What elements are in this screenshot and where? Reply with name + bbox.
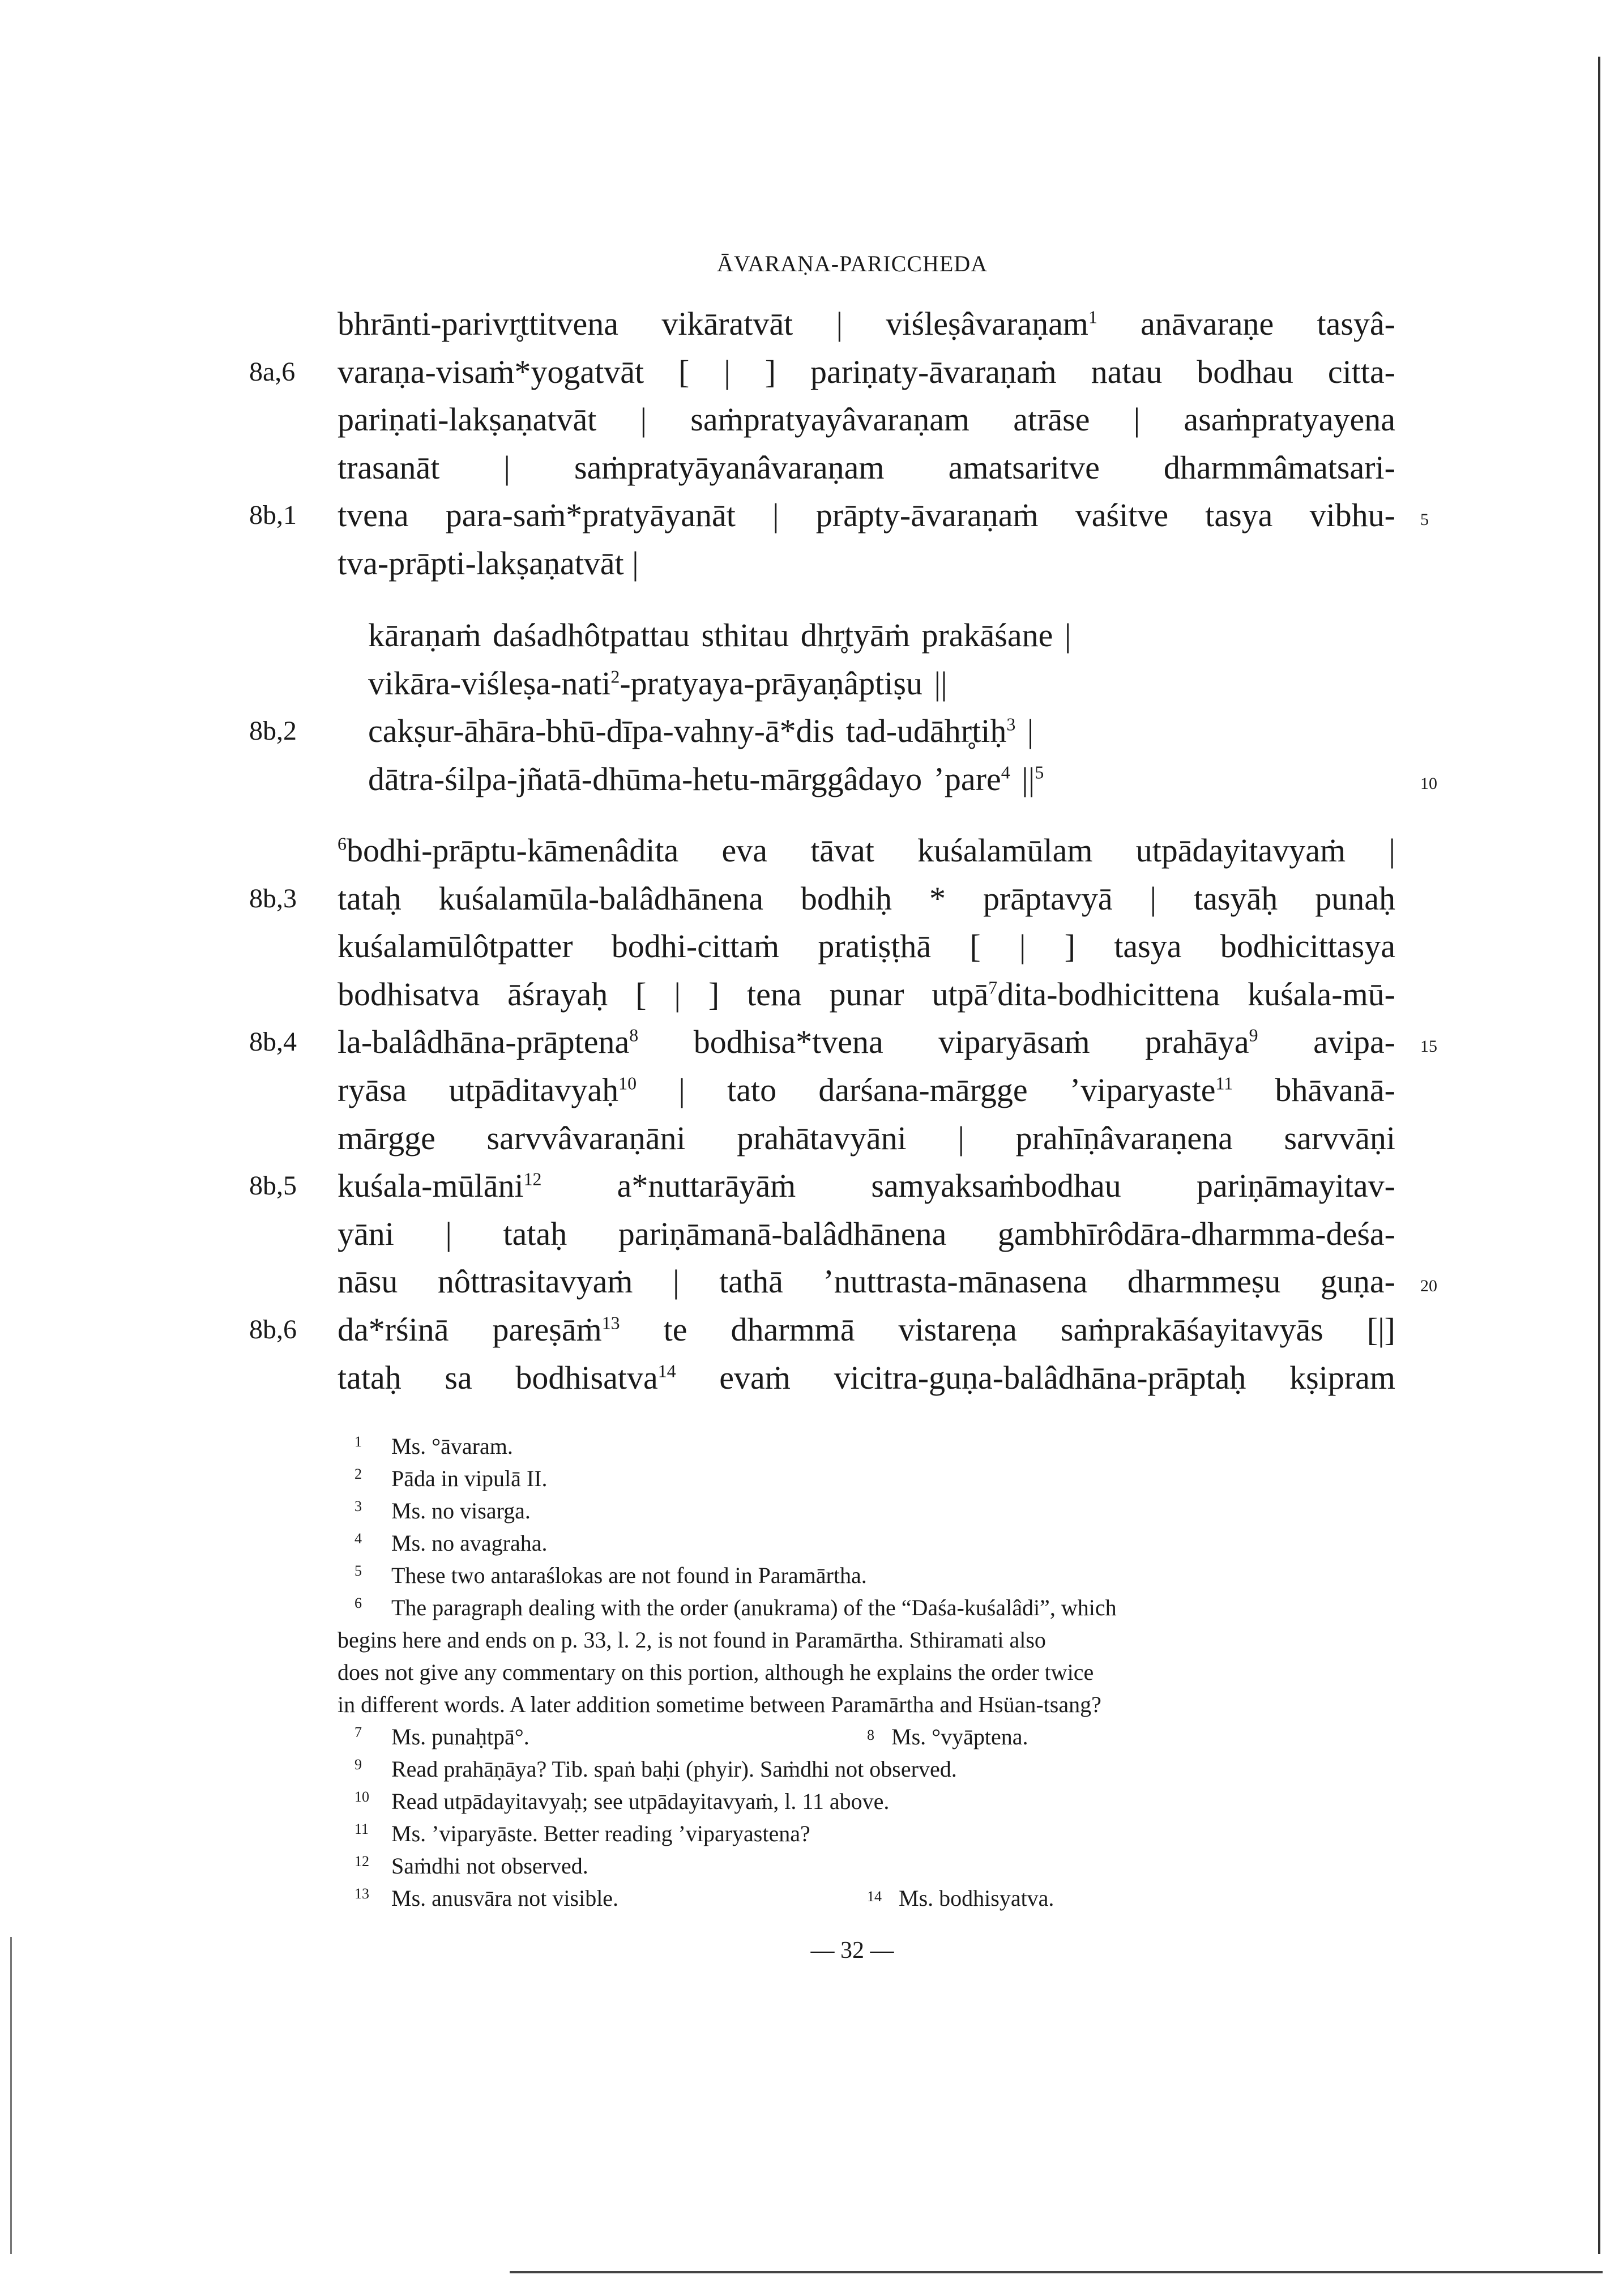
line-text: -pratyaya-prāyaṇâptiṣu ||: [620, 664, 947, 702]
line-text: ryāsa utpāditavyaḥ: [338, 1071, 619, 1108]
footnotes: [338, 1430, 1395, 1914]
footnote-ref: 7: [988, 978, 998, 998]
line-text: nāsu nôttrasitavyaṁ | tathā ’nuttrasta-mānasena dharmmeṣu guṇa-: [338, 1263, 1395, 1300]
footnote: [338, 1753, 1395, 1785]
text-line: [338, 1210, 1395, 1258]
footnote: [338, 1850, 1395, 1882]
footnote: [338, 1591, 1395, 1624]
line-number: 10: [1420, 774, 1437, 793]
footnote-ref: 11: [1215, 1073, 1233, 1094]
footnote-number: 9: [355, 1756, 362, 1773]
line-text: pariṇati-lakṣaṇatvāt | saṁpratyayâvaraṇam atrāse | asaṁpratyayena: [338, 401, 1395, 438]
text-line: [338, 1354, 1395, 1402]
footnote: [338, 1882, 1395, 1914]
text-line: [338, 540, 1395, 588]
footnote-number: 11: [355, 1821, 369, 1837]
footnote-text: Ms. ’viparyāste. Better reading ’viparyastena?: [391, 1821, 810, 1846]
folio-ref: 8b,4: [249, 1027, 297, 1057]
footnote: [338, 1462, 1395, 1495]
verse-block: [368, 612, 1395, 803]
footnote-text: The paragraph dealing with the order (anukrama) of the “Daśa-kuśalâdi”, which: [391, 1595, 1117, 1620]
footnote: [338, 1495, 1395, 1527]
line-text: bodhi-prāptu-kāmenâdita eva tāvat kuśalamūlam utpādayitavyaṁ |: [346, 832, 1395, 869]
line-text: a*nuttarāyāṁ samyaksaṁbodhau pariṇāmayitav-: [541, 1167, 1395, 1205]
prose-block-2: [338, 827, 1395, 1402]
line-text: |: [1015, 712, 1034, 750]
folio-ref: 8b,5: [249, 1171, 297, 1201]
footnote-ref: 5: [1035, 762, 1044, 783]
footnote-ref: 2: [610, 667, 620, 687]
footnote-text: Saṁdhi not observed.: [391, 1853, 588, 1879]
line-text: kuśala-mūlāni: [338, 1167, 524, 1205]
line-text: la-balâdhāna-prāptena: [338, 1023, 630, 1061]
footnote-ref: 8: [629, 1026, 639, 1046]
footnote: [338, 1430, 1395, 1462]
footnote-continuation: in different words. A later addition sometime between Paramārtha and Hsüan-tsang?: [338, 1692, 1101, 1717]
line-number: 5: [1420, 510, 1429, 530]
footnote-number: 4: [355, 1530, 362, 1547]
text-line: [338, 492, 1395, 540]
footnote-text: Pāda in vipulā II.: [391, 1466, 548, 1491]
line-text: cakṣur-āhāra-bhū-dīpa-vahny-ā*dis tad-udāhr̥tiḥ: [368, 712, 1007, 750]
folio-ref: 8b,2: [249, 716, 297, 746]
text-line: [338, 1306, 1395, 1354]
text-line: [338, 1258, 1395, 1306]
line-text: anāvaraṇe tasyâ-: [1097, 305, 1395, 342]
footnote-continuation: does not give any commentary on this portion, although he explains the order twice: [338, 1659, 1094, 1685]
line-text: da*rśinā pareṣāṁ: [338, 1311, 602, 1348]
folio-ref: 8a,6: [249, 356, 296, 387]
footnote-continuation: begins here and ends on p. 33, l. 2, is not found in Paramārtha. Sthiramati also: [338, 1627, 1046, 1653]
footnote: [338, 1785, 1395, 1817]
footnote-text: Ms. anusvāra not visible.: [391, 1885, 619, 1911]
text-line: [368, 660, 1395, 708]
text-line: [368, 707, 1395, 756]
footnote-text: Ms. no avagraha.: [391, 1530, 548, 1556]
page-edge-right: [1598, 57, 1600, 2254]
text-line: [338, 444, 1395, 492]
line-text: varaṇa-visaṁ*yogatvāt [ | ] pariṇaty-āvaraṇaṁ natau bodhau citta-: [338, 353, 1395, 390]
text-line: [338, 1115, 1395, 1163]
text-line: [338, 923, 1395, 971]
footnote-text: Ms. bodhisyatva.: [899, 1885, 1054, 1911]
footnote-text: Read utpādayitavyaḥ; see utpādayitavyaṁ, l. 11 above.: [391, 1789, 890, 1814]
text-line: [338, 875, 1395, 923]
footnote-ref: 14: [657, 1361, 676, 1381]
footnote: [338, 1721, 1395, 1753]
text-line: [338, 1162, 1395, 1210]
line-text: mārgge sarvvâvaraṇāni prahātavyāni | prahīṇâvaraṇena sarvvāṇi: [338, 1119, 1395, 1156]
footnote-text: Read prahāṇāya? Tib. spaṅ baḥi (phyir). Saṁdhi not observed.: [391, 1756, 957, 1782]
line-text: vikāra-viśleṣa-nati: [368, 664, 611, 702]
line-text: tataḥ kuśalamūla-balâdhānena bodhiḥ * prāptavyā | tasyāḥ punaḥ: [338, 880, 1395, 917]
footnote-ref: 3: [1006, 714, 1016, 735]
footnote: [338, 1527, 1395, 1559]
folio-ref: 8b,1: [249, 500, 297, 531]
text-line: [338, 300, 1395, 348]
footnote-number: 5: [355, 1563, 362, 1579]
footnote-number: 14: [867, 1888, 882, 1905]
text-line: [338, 396, 1395, 444]
line-text: bodhisa*tvena viparyāsaṁ prahāya: [638, 1023, 1249, 1061]
line-text: bhāvanā-: [1233, 1071, 1395, 1108]
folio-ref: 8b,3: [249, 883, 297, 914]
line-number: 20: [1420, 1277, 1437, 1296]
footnote-number: 13: [355, 1885, 369, 1902]
line-text: dātra-śilpa-jñatā-dhūma-hetu-mārggâdayo ’pare: [368, 760, 1001, 797]
footnote-text: These two antaraślokas are not found in Paramārtha.: [391, 1563, 867, 1588]
line-text: dita-bodhicittena kuśala-mū-: [997, 975, 1395, 1013]
text-line: [338, 348, 1395, 396]
text-line: [368, 756, 1395, 804]
text-line: [338, 827, 1395, 875]
footnote-number: 3: [355, 1498, 362, 1514]
footnote-ref: 6: [338, 834, 347, 854]
footnote-ref: 1: [1088, 307, 1097, 327]
prose-block-1: [338, 300, 1395, 588]
text-line: [368, 612, 1395, 660]
line-text: | tato darśana-mārgge ’viparyaste: [637, 1071, 1216, 1108]
line-text: evaṁ vicitra-guṇa-balâdhāna-prāptaḥ kṣipram: [676, 1359, 1395, 1396]
line-text: trasanāt | saṁpratyāyanâvaraṇam amatsaritve dharmmâmatsari-: [338, 449, 1395, 486]
footnote-number: 6: [355, 1595, 362, 1611]
footnote-second: [867, 1721, 1028, 1756]
line-text: kāraṇaṁ daśadhôtpattau sthitau dhr̥tyāṁ prakāśane |: [368, 617, 1071, 654]
folio-ref: 8b,6: [249, 1315, 297, 1345]
line-text: tvena para-saṁ*pratyāyanāt | prāpty-āvaraṇaṁ vaśitve tasya vibhu-: [338, 497, 1395, 534]
footnote-ref: 10: [618, 1073, 637, 1094]
footnote-number: 12: [355, 1853, 369, 1870]
line-text: tva-prāpti-lakṣaṇatvāt |: [338, 544, 639, 582]
page-edge-bottom: [510, 2271, 1603, 2273]
footnote-number: 1: [355, 1433, 362, 1450]
footnote-number: 2: [355, 1466, 362, 1482]
footnote: [338, 1559, 1395, 1591]
footnote-number: 7: [355, 1724, 362, 1740]
line-text: bodhisatva āśrayaḥ [ | ] tena punar utpā: [338, 975, 989, 1013]
text-line: [338, 1018, 1395, 1066]
footnote: [338, 1817, 1395, 1850]
footnote-text: Ms. °vyāptena.: [891, 1724, 1028, 1749]
footnote-text: Ms. punaḥtpā°.: [391, 1724, 529, 1749]
footnote-ref: 4: [1001, 762, 1010, 783]
footnote-number: 10: [355, 1789, 369, 1805]
footnote-text: Ms. no visarga.: [391, 1498, 531, 1523]
footnote-text: Ms. °āvaram.: [391, 1433, 513, 1459]
footnote-ref: 9: [1249, 1026, 1258, 1046]
footnote-second: [867, 1882, 1054, 1917]
line-text: tataḥ sa bodhisatva: [338, 1359, 658, 1396]
line-text: kuśalamūlôtpatter bodhi-cittaṁ pratiṣṭhā [ | ] tasya bodhicittasya: [338, 928, 1395, 965]
line-text: bhrānti-parivr̥ttitvena vikāratvāt | viśleṣâvaraṇam: [338, 305, 1088, 342]
page-edge-left: [10, 1937, 12, 2254]
line-text: yāni | tataḥ pariṇāmanā-balâdhānena gambhīrôdāra-dharmma-deśa-: [338, 1215, 1395, 1252]
text-line: [338, 1066, 1395, 1115]
line-text: ||: [1010, 760, 1035, 797]
footnote-ref: 13: [601, 1313, 620, 1333]
page-number: — 32 —: [810, 1937, 894, 1964]
line-number: 15: [1420, 1037, 1437, 1056]
line-text: te dharmmā vistareṇa saṁprakāśayitavyās [|]: [620, 1311, 1395, 1348]
text-line: [338, 971, 1395, 1019]
running-header: ĀVARAṆA-PARICCHEDA: [716, 251, 988, 276]
footnote-ref: 12: [523, 1169, 542, 1189]
line-text: avipa-: [1258, 1023, 1395, 1061]
footnote-number: 8: [867, 1727, 874, 1743]
